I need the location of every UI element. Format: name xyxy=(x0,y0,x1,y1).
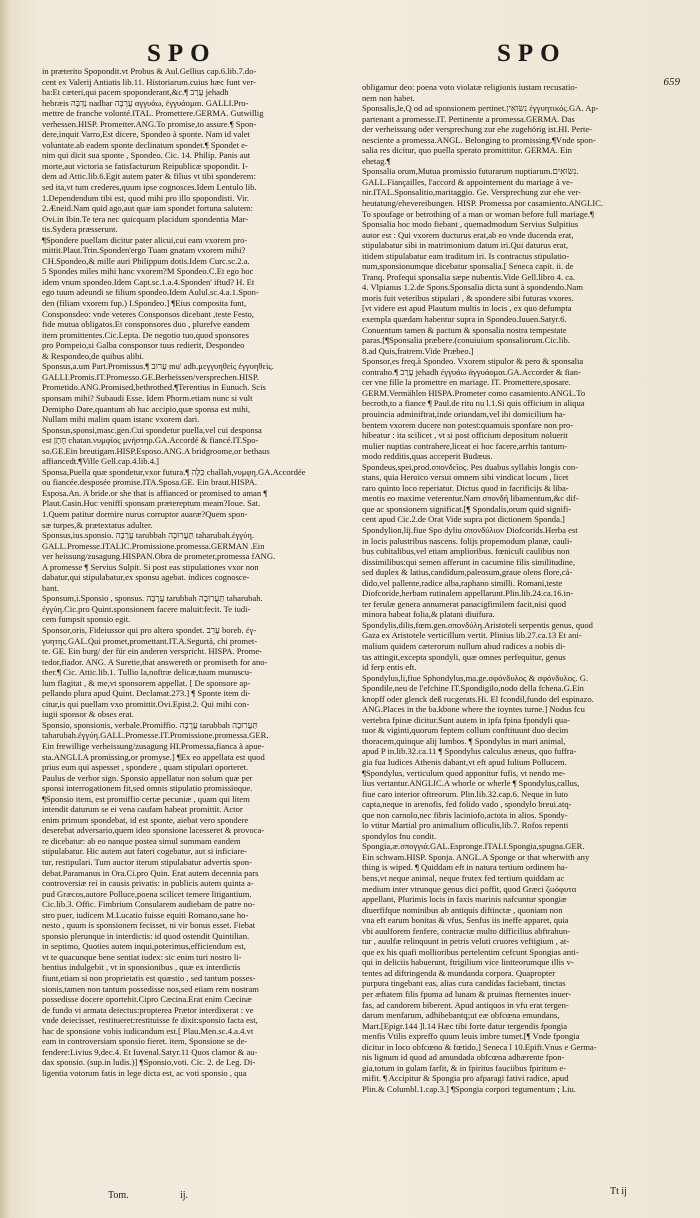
text-line: gia,totum in gulam farfit, & in fpiritus fauciibus fpiritum e- xyxy=(362,1062,567,1073)
text-line: GALLI.Promis.IT.Promesso.GE.Berheissen/versprechen.HISP. xyxy=(42,371,259,382)
text-line: bens,vt neque animal, neque frutex fed tertium quiddam ac xyxy=(362,873,565,884)
text-line: apud P in.lib.32.ca.11 ¶ Spondylus calculus æneus, quo fuffra- xyxy=(362,746,577,757)
text-line: [vt videre est apud Plautum multis in locis , ex quo defumpta xyxy=(362,303,572,314)
text-line: purpura tingebant eas, alias cura candidas faciebant, tinctas xyxy=(362,978,566,989)
text-line: Sponsor,es freq.à Spondeo. Vxorem stipulor & pero & sponsalia xyxy=(362,356,584,367)
text-line: Sponsum,i.Sponsio , sponsus. עֲרֻבָּה tarubbah תַּעֲרוּבָה taharubah. xyxy=(42,593,263,604)
text-line: γυητης.GAL.Qui promet,promettant.IT.A.Segurtà, chi promet- xyxy=(42,635,258,646)
text-line: CH.Spondeo,& mille auri Philippum dotis.Idem Curc.sc.2.a. xyxy=(42,255,250,266)
text-line: partenant a promesse.IT. Pertinente a promessa.GERMA. Das xyxy=(362,113,575,124)
text-line: possedisse docere oportebit.Cipro Cæcina.Erat enim Cæcinæ xyxy=(42,994,252,1005)
text-line: der verheissung oder versprechung zur ehe zugehörig ist.HI. Perte- xyxy=(362,124,593,135)
text-line: sponsi interrogationem fit,sed omnis stipulatio promissioque. xyxy=(42,783,253,794)
text-line: prouincia adminiftrat,inde oriundam,vel ibi domicilium ha- xyxy=(362,408,566,419)
text-line: Sponsor,oris, Fideiussor qui pro altero spondet. עָרֵב boreb. ἐγ- xyxy=(42,624,257,635)
text-line: lum flagitat , & me,vt sponsorem appellat. [ De sponsore ap- xyxy=(42,677,251,688)
text-line: lo vtitur Martial pro animalium ofliculis,lib.7. Rofos repenti xyxy=(362,820,569,831)
text-line: pro Pompeio,si Galba consponsor tuus redierit, Despondeo xyxy=(42,340,245,351)
text-line: sed ita,vt tum crederes,quum ipse cognosces.Idem Lentulo lib. xyxy=(42,182,257,193)
text-line: nesto , quum is sponsionem fecisset, ni vir bonus esset. Fiebat xyxy=(42,920,256,931)
page-number: 659 xyxy=(663,76,680,88)
text-line: GALL.Promesse.ITALIC.Promissione.promessa.GERMAN .Ein xyxy=(42,540,265,551)
text-line: minora habeat folia,& platani diuifura. xyxy=(362,609,495,620)
text-line: stipulabatur sibi in matrimonium datum iri.Qui daturus erat, xyxy=(362,240,568,251)
text-line: hac de sponsione vobis iudicandum est.[ Plau.Men.sc.4.a.4.vt xyxy=(42,1025,254,1036)
text-line: ANG.Places in the ba.kbone where the ioyntes turne.] Nodus fcu xyxy=(362,704,585,715)
text-line: so.GE.Ein breutigam.HISP.Esposo.ANG.A bridgroome,or bethaus xyxy=(42,445,270,456)
text-line: bant. xyxy=(42,582,59,593)
text-line: mittit.Plaut.Trin.Sponden'ergo Tuam gnatam vxorem mihi? xyxy=(42,245,246,256)
text-line: Ovi.in Ibin.Te tera nec quicquam placidum spondentia Mar- xyxy=(42,213,249,224)
text-line: fas, ad candorem biberent. Apud antiquos in vfu erat tergen- xyxy=(362,999,569,1010)
text-line: hibeatur : ita scilicet , vt si post officium depositum noluerit xyxy=(362,430,568,441)
text-line: affiancedt.¶Ville Gell.cap.4.lib.4.] xyxy=(42,456,160,467)
text-line: Nullam mihi malim quam istanc vxorem dari. xyxy=(42,414,200,425)
text-line: Sponsio, sponsionis, verbale.Promiffio. עֲרֻבָּה tarubbah תַּעֲרוּבָה xyxy=(42,719,258,730)
text-line: re dicebatur: ab eo nanque postea simul summam eandem xyxy=(42,835,241,846)
text-line: pellando plura apud Quint. Declamat.273.] ¶ Sponte item di- xyxy=(42,688,251,699)
text-line: Tranq. Profequi sponsalia sæpe nubentis.Vide Gell.libro 4. ca. xyxy=(362,271,576,282)
text-line: Demipho Dare,quantum ab hac accipio,quæ sponsa est mihi, xyxy=(42,403,251,414)
text-line: A promesse ¶ Servius Sulpit. Si post eas stipulationes vxor non xyxy=(42,561,259,572)
text-line: citur,is qui puellam vxo promittit.Ovi.Epist.2. Qui mihi con- xyxy=(42,698,250,709)
text-line: Sponsus,a.um Part.Promissus.¶ עָרוּב mu' adh.μεγγυηθεὶς ἐγγυηθεὶς. xyxy=(42,361,274,372)
text-line: GERM.Vermählen HISPA.Prometer como casamiento.ANGL.To xyxy=(362,387,586,398)
text-line: ¶Spondylus, verticulum quod apponitur fufis, vt nendo me- xyxy=(362,767,566,778)
text-line: Spondylus,li,fiue Sphondylus,ma.ge.σφόνδυλος & σφόνδυλος. G. xyxy=(362,672,589,683)
text-line: ver heissung/zusagung.HISPAN.Obra de prometer,promessa fANG. xyxy=(42,551,276,562)
text-line: raro quinto loco reperiatur. Dictus quod in facrificijs & liba- xyxy=(362,482,569,493)
text-line: Spongia,æ.σπογγιά.GAL.Espronge.ITALI.Spongia,spugna.GER. xyxy=(362,841,585,852)
text-line: morte,aut victoria se fatisfacturum Reipublicæ spopondit. I- xyxy=(42,160,248,171)
text-line: Sponsus,ius.sponsio. עֲרֻבָּה tarubbah תַּעֲרוּבָה taharubah.ἐγγύη. xyxy=(42,530,254,541)
text-line: Sponsalia hoc modo fiebant , quemadmodum Servius Sulpitius xyxy=(362,219,579,230)
text-line: ou fiancée.desposée promise.ITA.Sposa.GE. Ein braut.HISPA. xyxy=(42,477,257,488)
text-line: Ein frewillige verheissung/zusagung HI.Promessa,fianca à apue- xyxy=(42,741,265,751)
text-line: ehetag.¶ xyxy=(362,155,391,166)
text-line: hebræis נַדְבָּה nadbar עֲרָבָה αγγυάω, ἐγγυάομαι. GALLI.Pro- xyxy=(42,97,249,108)
text-line: qui in deliciis habuerunt, ftrigilium vice lintteorumque illis v- xyxy=(362,957,574,968)
text-line: Consponsdeo: vnde veteres Consponsos dicebant ,teste Festo, xyxy=(42,308,254,319)
text-line: 5 Spondes miles mihi hanc vxorem?M Spondeo.C.Et ego hoc xyxy=(42,266,254,277)
text-line: thing is wiped. ¶ Quiddam eft in natura tertium ordinem ha- xyxy=(362,862,568,873)
text-line: dido,vel pallente,radice alba,raphano similli. Romani,teste xyxy=(362,577,563,588)
text-line: menfis Vtilis expreffo quum leuis imbre tumet.[¶ Vnde fpongia xyxy=(362,1031,580,1042)
text-line: tas attingit,excepta spondyli, quæ omnes perfequitur, genus xyxy=(362,651,566,662)
text-line: heutatung/ehevereibungen. HISP. Promessa por casamiento.ANGLIC. xyxy=(362,198,604,209)
text-line: contraho.¶ עָרַב jehadh ἐγγυάω ἀγγυάομαι.GA.Accorder & fian- xyxy=(362,366,581,377)
text-line: vertebra fpinæ dicitur.Sunt autem in ipfa fpina fpondyli qua- xyxy=(362,714,570,725)
text-line: capta,neque in arenofis, fed folido vado , spondylo breui.atq- xyxy=(362,799,572,810)
signature-mark-left: ij. xyxy=(180,1190,189,1201)
text-line: 8.ad Quis,fratrem.Vide Præbeo.] xyxy=(362,345,474,356)
text-line: in præterito Spopondit.vt Probus & Aul.Gellius cap.6.lib.7.do- xyxy=(42,66,257,76)
text-line: tentes ad diftringenda & mundanda corpora. Quapropter xyxy=(362,967,556,978)
text-line: de fundo vi armata deiectus:propterea Prætor interdixerat : ve xyxy=(42,1004,254,1015)
text-line: 1.Dependendum tibi est, quod mihi pro illo spopondisti. Vir. xyxy=(42,192,250,203)
text-line: Spondylion,lij.fiue Spo dyliu σπονδύλιον Diofcorids.Herba est xyxy=(362,524,578,535)
text-line: diuerfifque nominibus ab antiquis diftinctæ , quoniam non xyxy=(362,904,563,915)
text-line: mentis eo maxime veterentur.Nam σπονδή libamentum,&c dif- xyxy=(362,493,579,504)
text-line: becroth,to a fiance ¶ Paul.de ritu nu l.1.Si quis officium in aliqua xyxy=(362,398,585,409)
text-line: sæ turpes,& prætextatus adulter. xyxy=(42,519,153,530)
text-line: dere,inquit Varro,Est dicere, Spondeo à sponte. Nam id valet xyxy=(42,129,250,140)
text-line: dissimilibus:qui semen afferunt in cacumine filis similitudine, xyxy=(362,556,575,567)
text-line: ba:Et cæteri,qui pacem spoponderant,&c.¶ עָרַב jehadh xyxy=(42,87,229,98)
text-line: fiue caro interior oftreorum. Plin.lib.32.cap.6. Neque in luto xyxy=(362,788,568,799)
text-line: sta.ANGLI.A promissing,or promyse.] ¶Ex eo appellata est quod xyxy=(42,751,265,762)
text-line: Plaut.Casin.Huc veniffi sponsam prætereptum meam?Ioue. Sat. xyxy=(42,498,261,509)
text-line: knopff oder glenck deß rucgerats.Hi. El fcondil,fundo del espinazo. xyxy=(362,693,594,704)
text-line: nis lignum id quod ad amundada obfcœna adhærente fpon- xyxy=(362,1052,565,1063)
text-line: darum menfarum, adhibebantq;ut eæ obfcœna emundans, xyxy=(362,1010,560,1021)
text-line: que ex his quafi mollioribus pertelentim cefcunt Spongias anti- xyxy=(362,946,579,957)
text-line: 4. Vlpianus 1.2.de Spons.Sponsalia dicta sunt à spondendo.Nam xyxy=(362,282,583,293)
text-line: tis.Sydera præsserunt. xyxy=(42,224,118,235)
text-line: mulier nuptias contrahere,liceat ei hoc facere,arrhis tantum- xyxy=(362,440,568,451)
text-line: que ac sponsionem significat.[¶ Spondalis,orum quid signifi- xyxy=(362,503,572,514)
text-line: taharubah.ἐγγύη.GALL.Promesse.IT.Promissione.promessa.GER. xyxy=(42,730,269,741)
text-line: deserebat adversario,quem ideo sponsione lacesseret & provoca- xyxy=(42,825,265,836)
volume-mark: Tom. xyxy=(108,1190,129,1201)
text-line: ther.¶ Cic. Attic.lib.1. Tullio la,noftræ delicæ,tuum munuscu- xyxy=(42,667,252,678)
text-line: Esposa.An. A bride.or she that is affianced or promised to aman ¶ xyxy=(42,487,268,498)
text-line: in locis palustribus nascens. folijs propemodum planæ, cauli- xyxy=(362,535,573,546)
text-line: tuor & viginti,quorum feptem collum conftituunt duo decim xyxy=(362,725,569,736)
text-line: enim primum spondebat, id est sponte, aiebat vero spondere xyxy=(42,814,249,825)
text-line: stipulabatur. Hic autem aut fateri cogebatur, aut si inficiare- xyxy=(42,846,247,857)
text-line: appellant, Plurimis locis in faxis marinis nafcuntur spongiæ xyxy=(362,894,567,905)
text-line: Spondile,neu de l'efchine IT.Spondigilo,nodo della fchena.G.Ein xyxy=(362,683,584,694)
text-line: te. GE. Ein burg/ der für ein anderen verspricht. HISPA. Prome- xyxy=(42,646,263,657)
text-line: fendere:Livius 9,dec.4. Et Iuvenal.Satyr.11 Quos clamor & au- xyxy=(42,1046,258,1057)
text-line: To spoufage or betrothing of a man or woman before full mariage.¶ xyxy=(362,208,594,219)
text-line: den (filiam vxorem fup.) I.Spondeo.] ¶Eius composita funt, xyxy=(42,298,247,309)
text-line: dabatur,qui stipulabatur,ex sponsu agebat. indices cognosce- xyxy=(42,572,250,583)
text-line: tedor,fiador. ANG. A Suretie,that answereth or promiseth for ano- xyxy=(42,656,268,667)
text-line: sponsio plerunque in interdictis: id quod ostendit Quintilian. xyxy=(42,930,250,941)
text-line: que non carnolo,nec fibris laciniofo,actota in alios. Spondy- xyxy=(362,809,568,820)
text-line: obligamur deo: poena voto violatæ religionis iustam recusatio- xyxy=(362,82,578,92)
text-line: 2.Æneid.Nam quid ago,aut quæ iam spondet fortuna salutem: xyxy=(42,203,253,214)
text-line: ligentia votorum fatis in lege dicta est, ac voti sponsio , qua xyxy=(42,1067,247,1078)
text-line: Conuentum tamen & pactum & sponsalia nostra tempestate xyxy=(362,324,567,335)
text-line: sed duplex & latius,candidum,paleosum,graue olens flore,cå- xyxy=(362,567,573,578)
text-line: dem ad Attic.lib.6.Egit autem pater & filius vt tibi sponderem: xyxy=(42,171,256,182)
text-line: vbi auulforem fenfere, contractæ multo difficilius abftrahun- xyxy=(362,925,571,936)
text-line: stans, quia Heroico versui omnem sibi vindicat locum , licet xyxy=(362,472,569,483)
text-line: paras.[¶Sponsalia præbere.(conuiuium sponsaliorum.Cic.lib. xyxy=(362,335,570,346)
text-line: stro puer, iudicem M.Lucatio fuisse equiti Romano,sane ho- xyxy=(42,909,249,920)
text-line: mettre de franche volonté.ITAL. Promettere.GERMA. Gutwillig xyxy=(42,108,264,119)
text-line: mifit. ¶ Accipitur & Spongia pro afparagi fativi radice, apud xyxy=(362,1073,569,1084)
text-line: dax sponsio. (sup.in ludis.)] ¶Sponsio,voti. Cic. 2. de Leg. Di- xyxy=(42,1057,256,1068)
text-line: ἐγγύη.Cic.pro Quint.sponsionem facere maluit:fecit. Te iudi- xyxy=(42,603,251,614)
text-line: modo redditis,quas acceperit Budæus. xyxy=(362,451,493,462)
text-line: debat.Paramanus in Ora.Ci.pro Quin. Erat autem decennia pars xyxy=(42,867,259,878)
text-line: 1.Quem patitur dormire nurus corruptor auaræ?Quem spon- xyxy=(42,508,248,519)
text-line: ter ferulæ genera annumerat panacigfimilem facit,nisi quod xyxy=(362,598,567,609)
text-line: lius vertantur.ANGLIC.A whorle or wherle ¶ Spondylus,callus, xyxy=(362,778,580,789)
text-line: cer vne fille la promettre en mariage. IT. Promettere,sposare. xyxy=(362,377,571,388)
text-line: prius eum qui aspesset , spondere , quam stipulari oporteret. xyxy=(42,762,249,773)
text-line: vna eft earum bonitas & vfus, Senfus iis ineffe apparet, quia xyxy=(362,915,569,926)
text-line: sionis,tamen non tantum possedisse nos,sed etiam rem nostram xyxy=(42,983,259,994)
text-line: eam in controversiam sponsio fieret. item, Sponsione se de- xyxy=(42,1036,248,1047)
text-line: tur, restipulari. Tum auctor iterum stipulabatur advertis spon- xyxy=(42,857,252,868)
text-line: nem non habet. xyxy=(362,92,415,103)
text-line: Mart.[Epigr.144 ]l.14 Hæc tibi forte datur tergendis fpongia xyxy=(362,1020,568,1031)
text-line: vt te quacunque bene sentiat iudex: sic enim turi nostro li- xyxy=(42,951,242,962)
running-head-left: SPO xyxy=(147,40,217,67)
text-line: Diofcoride,herbam rutinalem appellarunt.Plin.lib.24.ca.16.in- xyxy=(362,588,574,599)
text-line: autor est : Qui vxorem ducturus erat,ab eo vnde ducenda erat, xyxy=(362,229,574,240)
text-line: thoracem,quinque alij lumbos. ¶ Spondylus in mari animal, xyxy=(362,735,566,746)
text-line: id ferp entis eft. xyxy=(362,662,417,673)
text-line: nir.ITAL.Sponsalitio,maritaggio. Ge. Versprechung zur ehe ver- xyxy=(362,187,582,198)
text-line: bus cubitalibus,vel etiam amplioribus. fœniculi caulibus non xyxy=(362,546,570,557)
text-line: Sponsa,Puella quæ spondetur,vxor futura.¶ כַּלָּה challah,νυμφη.GA.Accordée xyxy=(42,466,306,477)
text-line: Spondeus,spei,prod.σπονδεῖος. Pes duabus syllabis longis con- xyxy=(362,461,579,472)
text-line: exempla quædam habentur supra in Spondeo.Iuuen.Satyr.6. xyxy=(362,314,567,325)
text-line: Spondylis,dilis,fœm.gen.σπονδύλη.Aristoteli serpentis genus, quod xyxy=(362,619,593,630)
page-fold-shadow xyxy=(0,0,10,1218)
text-line: per æftatem filis fpuma ad lunam & pruinas fternentes inuer- xyxy=(362,989,572,1000)
signature-mark-right: Tt ij xyxy=(610,1186,627,1197)
text-line: itidem stipulabatur eam traditum iri. Is contractus stipulatio- xyxy=(362,250,570,261)
text-line: malium quidem cæterorum nullum ahud radices a nobis di- xyxy=(362,640,566,651)
text-line: item promittentes.Cic.Lepta. De negotio tuo,quod sponsores xyxy=(42,329,249,340)
text-line: & Respondeo,de quibus alibi. xyxy=(42,350,144,361)
text-line: gia fua Iudices Athenis dabant,vt eft apud Iulium Pollucem. xyxy=(362,757,567,767)
text-line: voluntate.ab eadem sponte declinatum spondet.¶ Spondet e- xyxy=(42,139,248,150)
text-line: in septimo, Quoties autem inqui,poterimus,efficiendum est, xyxy=(42,941,246,952)
text-line: est חָתָן chatan.νυμφίος μνήστηρ.GA.Accordé & fiancé.IT.Spo- xyxy=(42,435,259,446)
left-text-column xyxy=(42,66,338,1079)
text-line: tur , auulfæ relinquunt in petris veluti cruores veftigium , at- xyxy=(362,936,570,947)
running-head-right: SPO xyxy=(497,40,567,67)
text-line: idem vnum spondeo.Idem Capt.sc.1.a.4.Sponden' iftud? H. Et xyxy=(42,276,255,287)
text-line: Gaza ex Aristotele verticillum vertit. Plinius lib.27.ca.13 Et ani- xyxy=(362,630,582,641)
text-line: GALL.Fiançailles, l'accord & appointement du mariage à ve- xyxy=(362,176,573,187)
text-line: verhessen.HISP. Prometter.ANG.To promise,to assure.¶ Spon- xyxy=(42,118,257,129)
text-line: Sponsalia orum,Mutua promissio futurarum nuptiarum.נִשּׂוּאִים. xyxy=(362,166,579,177)
text-line: nesciente a promessa.ANGL. Belonging to promissing.¶Vnde spon- xyxy=(362,134,596,145)
text-line: bentem vxorem ducere non potest:quamuis sponfare non pro- xyxy=(362,419,574,430)
text-line: pud Græcos,autore Polluce,poena scilicet temere litigantium. xyxy=(42,888,252,899)
text-line: sponsam mihi? Subaudi Esse. Idem Phorm.etiam nunc si vult xyxy=(42,392,253,403)
text-line: Sponsalis,le,Q od ad sponsionem pertinet.נִשּׂוּאִין ἐγγυητικός.GA. Ap- xyxy=(362,103,599,114)
text-line: medium inter vtrunque genus dici poffit, quod Græci ζωόφυτα xyxy=(362,883,577,894)
right-text-column xyxy=(362,82,658,1095)
text-line: controversiæ rei in causis privatis: in publicis autem quinta a- xyxy=(42,878,254,889)
text-line: iugii sponsor & obses erat. xyxy=(42,709,134,720)
text-line: cent ex Valerij Antiatis lib.11. Historiarum.cuius hæc funt ver- xyxy=(42,76,256,87)
text-line: intendit daturum se ei vena caufam habeat promittit. Actor xyxy=(42,804,243,815)
text-line: Sponsus,sponsi,masc.gen.Cui spondetur puella,vel cui desponsa xyxy=(42,424,262,435)
text-line: Ein schwam.HISP. Sponja. ANGL.A Sponge or that wherwith any xyxy=(362,851,590,862)
text-line: fide mutua obligatos.Et consponsores duo , plurefve eandem xyxy=(42,319,250,330)
text-line: moris fuit veteribus stipulari , & spondere sibi futuras vxores. xyxy=(362,292,574,303)
text-line: Paulus de verbor sign. Sponsio appellatur non solum quæ per xyxy=(42,772,253,783)
text-line: ¶Spondere puellam dicitur pater alicui,cui eam vxorem pro- xyxy=(42,234,248,245)
text-line: salia res dicitur, quo puella sperato promittitur. GERMA. Ein xyxy=(362,145,572,156)
text-line: cent apud Cic.2.de Orat Vide supra pot dictionem Sponda.] xyxy=(362,514,565,525)
text-line: Cic.lib.3. Offic. Fimbrium Consularem audiebam de patre no- xyxy=(42,899,255,910)
text-line: fiunt,etiam si non proprietatis est quæstio , sed tantum posses- xyxy=(42,973,256,984)
text-line: dicitur in loco obfcœno & fœtido,] Seneca l 10.Epift.Vnus e Germa- xyxy=(362,1041,597,1052)
text-line: ego tuum adeundi se filium spondeo.Idem Aulul.sc.4.a.1.Spon- xyxy=(42,287,259,298)
text-line: Plin.& Columbl.1.cap.3.] ¶Spongia corpori tegumentum ; Liu. xyxy=(362,1083,576,1094)
text-line: nim qui dicit sua sponte , Spondeo. Cic. 14. Philip. Panis aut xyxy=(42,150,251,161)
text-line: spondylos fnu condit. xyxy=(362,830,437,841)
text-line: ¶Sponsio item, est promiffio certæ pecuniæ , quam qui litem xyxy=(42,793,250,804)
text-line: Prometido.ANG.Promised,bethrothed.¶Terentius in Eunuch. Scis xyxy=(42,382,266,393)
text-line: vnde deiecisset, restitueret:restituisse fe dixit:sponsio facta est, xyxy=(42,1015,258,1026)
text-line: bentius indulgebit , vt in sponsionibus , quæ ex interdictis xyxy=(42,962,241,973)
text-line: cem fumpsit sponsio egit. xyxy=(42,614,131,625)
text-line: num,sponsionumque dicebatur sponsalia.[ Seneca capit. ii. de xyxy=(362,261,574,272)
